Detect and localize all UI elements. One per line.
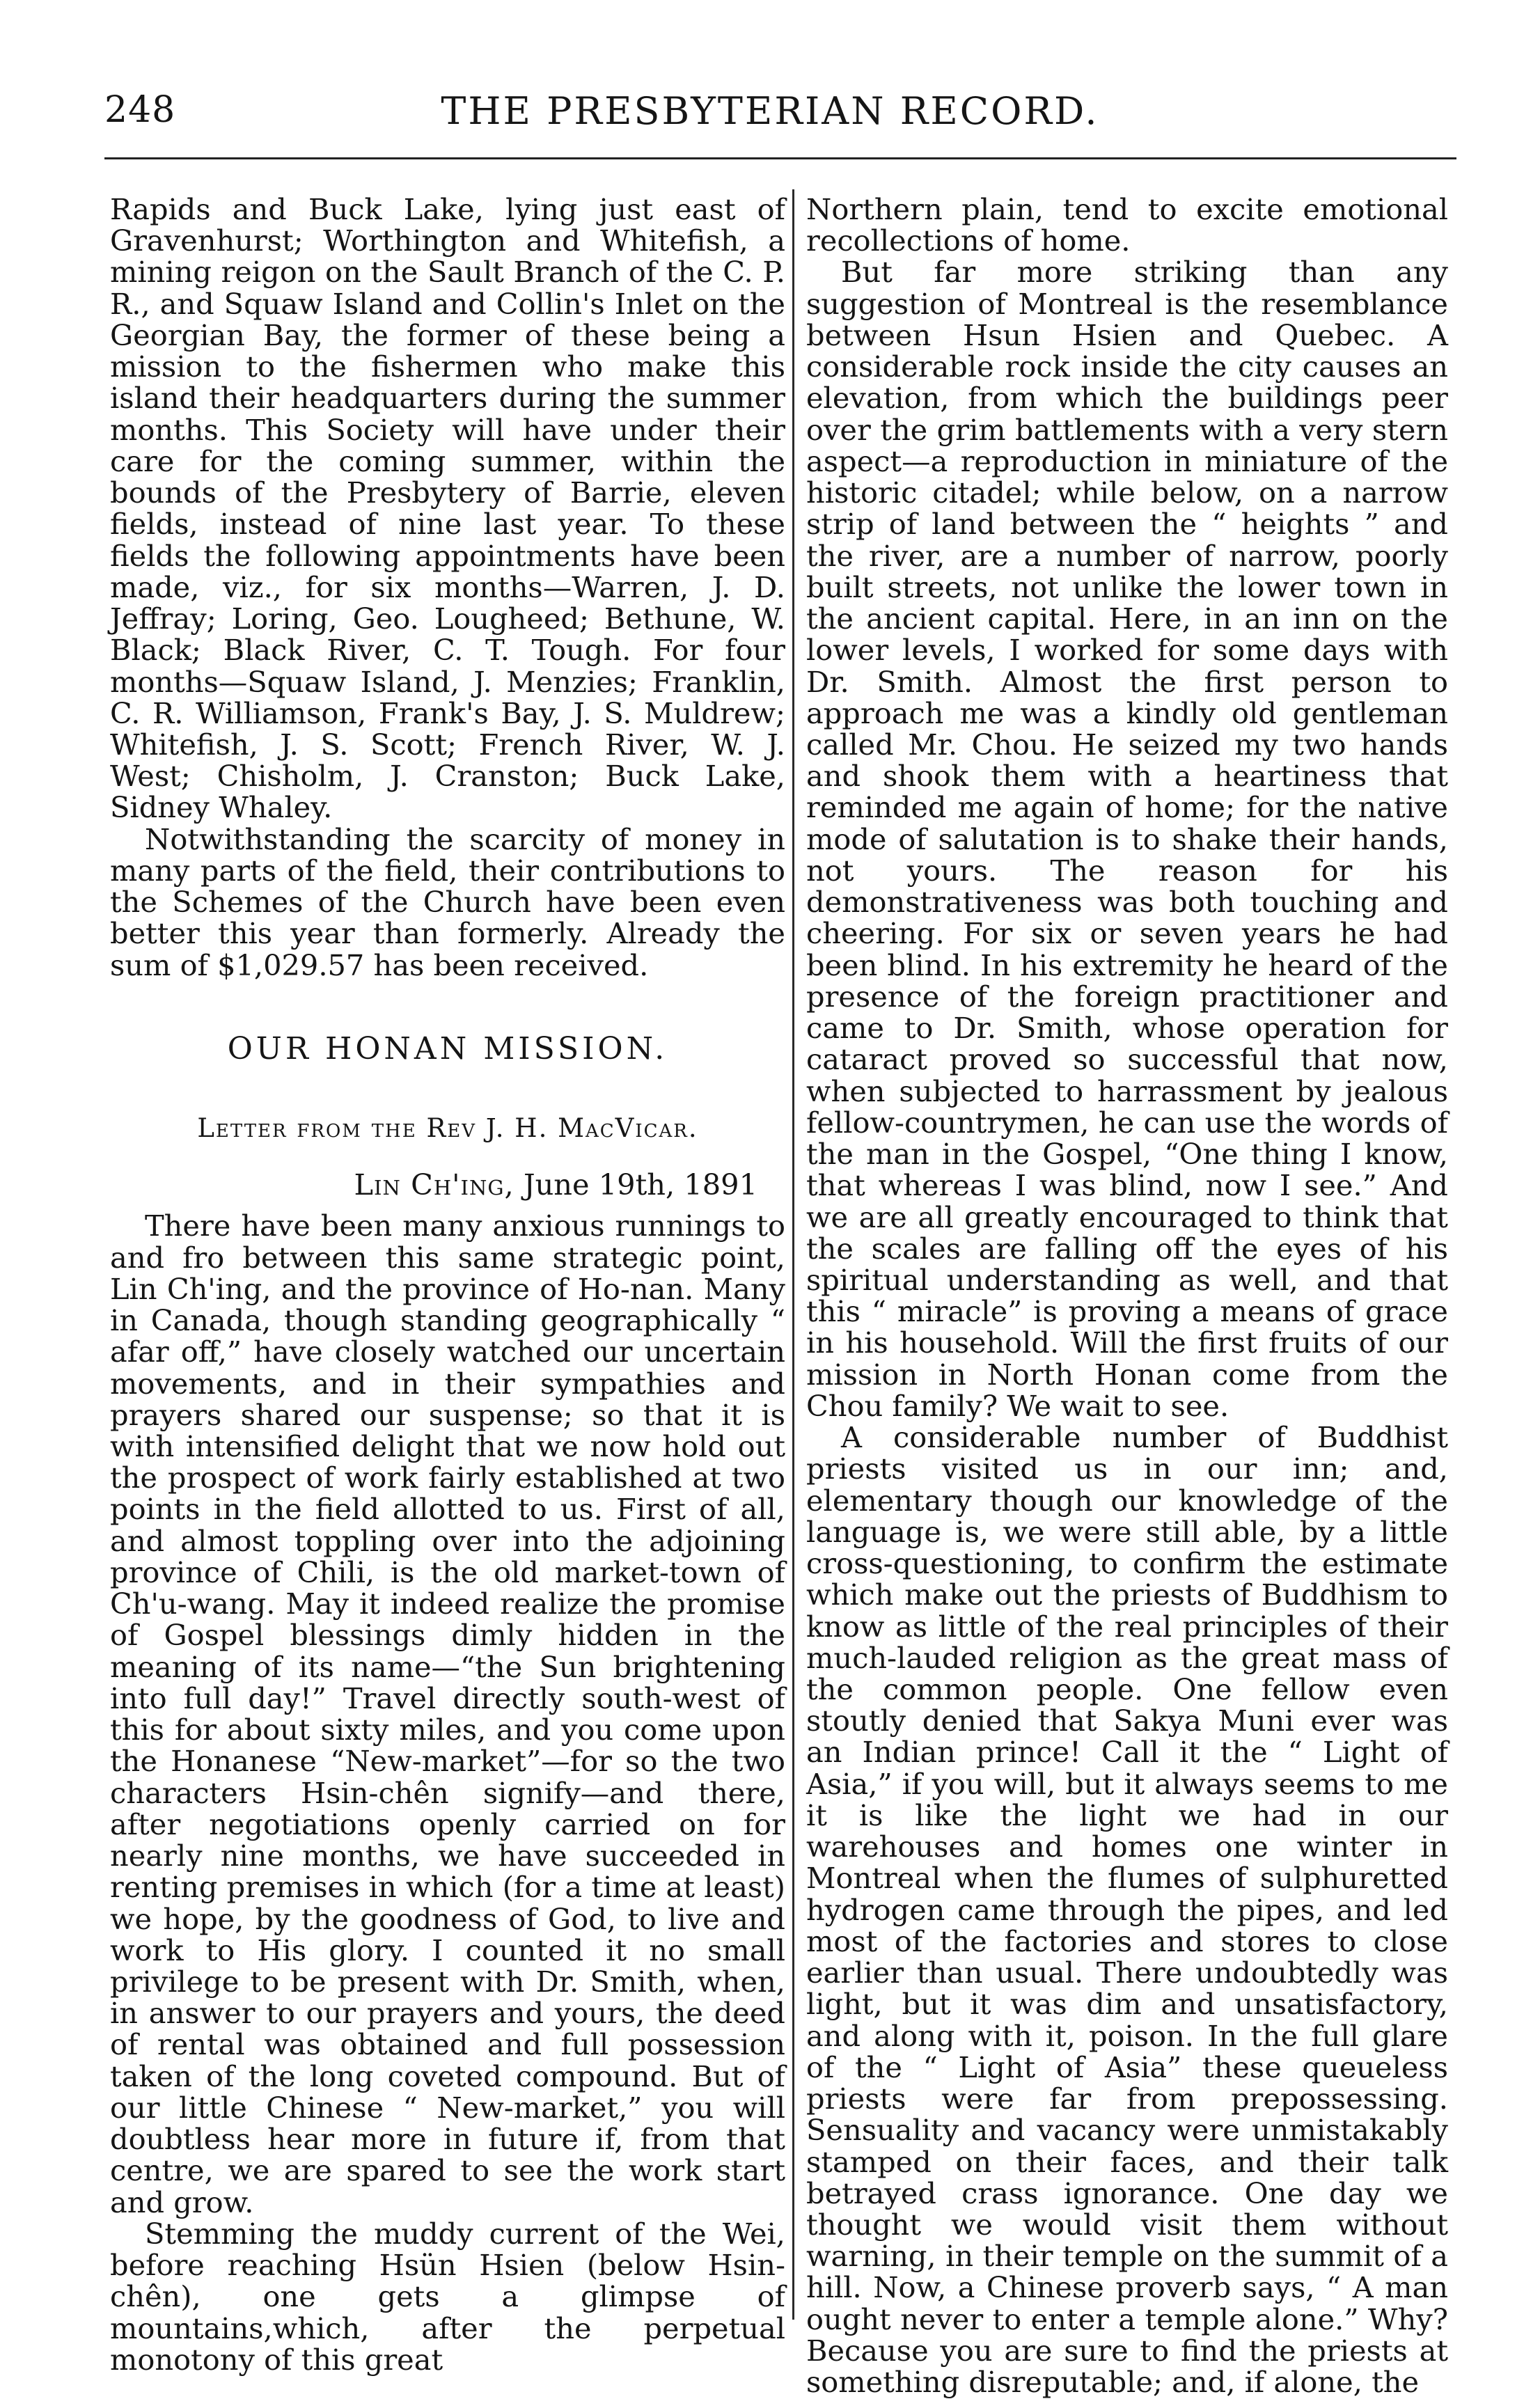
paragraph: Notwithstanding the scarcity of money in many parts of the field, their contributions to the Schemes of the Church have been even better this year than formerly. Already the sum of $1,029.57 has been received. (110, 821, 785, 982)
running-head (104, 89, 1436, 152)
paragraph: A considerable number of Buddhist priests visited us in our inn; and, elementary though our knowledge of the language is, we were still able, by a little cross-questioning, to confirm the estimate which make out the priests of Buddhism to know as little of the real principles of their much-lauded religion as the great mass of the common people. One fellow even stoutly denied that Sakya Muni ever was an Indian prince! Call it the “ Light of Asia,” if you will, but it always seems to me it is like the light we had in our warehouses and homes one winter in Montreal when the flumes of sulphuretted hydrogen came through the pipes, and led most of the factories and stores to close earlier than usual. There undoubtedly was light, but it was dim and unsatisfactory, and along with it, poison. In the full glare of the “ Light of Asia” these queueless priests were far from prepossessing. Sensuality and vacancy were unmistakably stamped on their faces, and their talk betrayed crass ignorance. One day we thought we would visit them without warning, in their temple on the summit of a hill. Now, a Chinese proverb says, “ A man ought never to enter a temple alone.” Why? Because you are sure to find the priests at something disreputable; and, if alone, the (806, 1420, 1448, 2399)
page-number: 248 (104, 89, 176, 131)
dateline-place: Lin Ch'ing, (354, 1167, 514, 1202)
right-column (806, 194, 1448, 2398)
dateline (110, 1169, 785, 1200)
journal-title: THE PRESBYTERIAN RECORD. (441, 89, 1099, 133)
paragraph: Rapids and Buck Lake, lying just east of Gravenhurst; Worthington and Whitefish, a mining reigon on the Sault Branch of the C. P. R., and Squaw Island and Collin's Inlet on the Georgian Bay, the former of these being a mission to the fishermen who make this island their headquarters during the summer months. This Society will have under their care for the coming summer, within the bounds of the Presbytery of Barrie, eleven fields, instead of nine last year. To these fields the following appointments have been made, viz., for six months—Warren, J. D. Jeffray; Loring, Geo. Lougheed; Bethune, W. Black; Black River, C. T. Tough. For four months—Squaw Island, J. Menzies; Franklin, C. R. Williamson, Frank's Bay, J. S. Muldrew; Whitefish, J. S. Scott; French River, W. J. West; Chisholm, J. Cranston; Buck Lake, Sidney Whaley. (110, 192, 785, 825)
paragraph: Northern plain, tend to excite emotional recollections of home. (806, 192, 1448, 258)
section-title: OUR HONAN MISSION. (227, 1030, 668, 1067)
paragraph: Stemming the muddy current of the Wei, before reaching Hsün Hsien (below Hsin-chên), one gets a glimpse of mountains,which, after the perpetual monotony of this great (110, 2216, 785, 2377)
left-column (110, 194, 785, 2375)
letter-byline: Letter from the Rev J. H. MacVicar. (197, 1112, 698, 1143)
paragraph: But far more striking than any suggestion of Montreal is the resemblance between Hsun Hsien and Quebec. A considerable rock inside the city causes an elevation, from which the buildings peer over the grim battlements with a very stern aspect—a reproduction in miniature of the historic citadel; while below, on a narrow strip of land between the “ heights ” and the river, are a number of narrow, poorly built streets, not unlike the lower town in the ancient capital. Here, in an inn on the lower levels, I worked for some days with Dr. Smith. Almost the first person to approach me was a kindly old gentleman called Mr. Chou. He seized my two hands and shook them with a heartiness that reminded me again of home; for the native mode of salutation is to shake their hands, not yours. The reason for his demonstrativeness was both touching and cheering. For six or seven years he had been blind. In his extremity he heard of the presence of the foreign practitioner and came to Dr. Smith, whose operation for cataract proved so successful that now, when subjected to harrassment by jealous fellow-countrymen, he can use the words of the man in the Gospel, “One thing I know, that whereas I was blind, now I see.” And we are all greatly encouraged to think that the scales are falling off the eyes of his spiritual understanding as well, and that this “ miracle” is proving a means of grace in his household. Will the first fruits of our mission in North Honan come from the Chou family? We wait to see. (806, 255, 1448, 1423)
header-rule (104, 157, 1456, 159)
dateline-date: June 19th, 1891 (523, 1167, 757, 1202)
column-rule (792, 189, 794, 2320)
paragraph: There have been many anxious runnings to and fro between this same strategic point, Lin Ch'ing, and the province of Ho-nan. Many in Canada, though standing geographically “ afar off,” have closely watched our uncertain movements, and in their sympathies and prayers shared our suspense; so that it is with intensified delight that we now hold out the prospect of work fairly established at two points in the field allotted to us. First of all, and almost toppling over into the adjoining province of Chili, is the old market-town of Ch'u-wang. May it indeed realize the promise of Gospel blessings dimly hidden in the meaning of its name—“the Sun brightening into full day!” Travel directly south-west of this for about sixty miles, and you come upon the Honanese “New-market”—for so the two characters Hsin-chên signify—and there, after negotiations openly carried on for nearly nine months, we have succeeded in renting premises in which (for a time at least) we hope, by the goodness of God, to live and work to His glory. I counted it no small privilege to be present with Dr. Smith, when, in answer to our prayers and yours, the deed of rental was obtained and full possession taken of the long coveted compound. But of our little Chinese “ New-market,” you will doubtless hear more in future if, from that centre, we are spared to see the work start and grow. (110, 1209, 785, 2219)
